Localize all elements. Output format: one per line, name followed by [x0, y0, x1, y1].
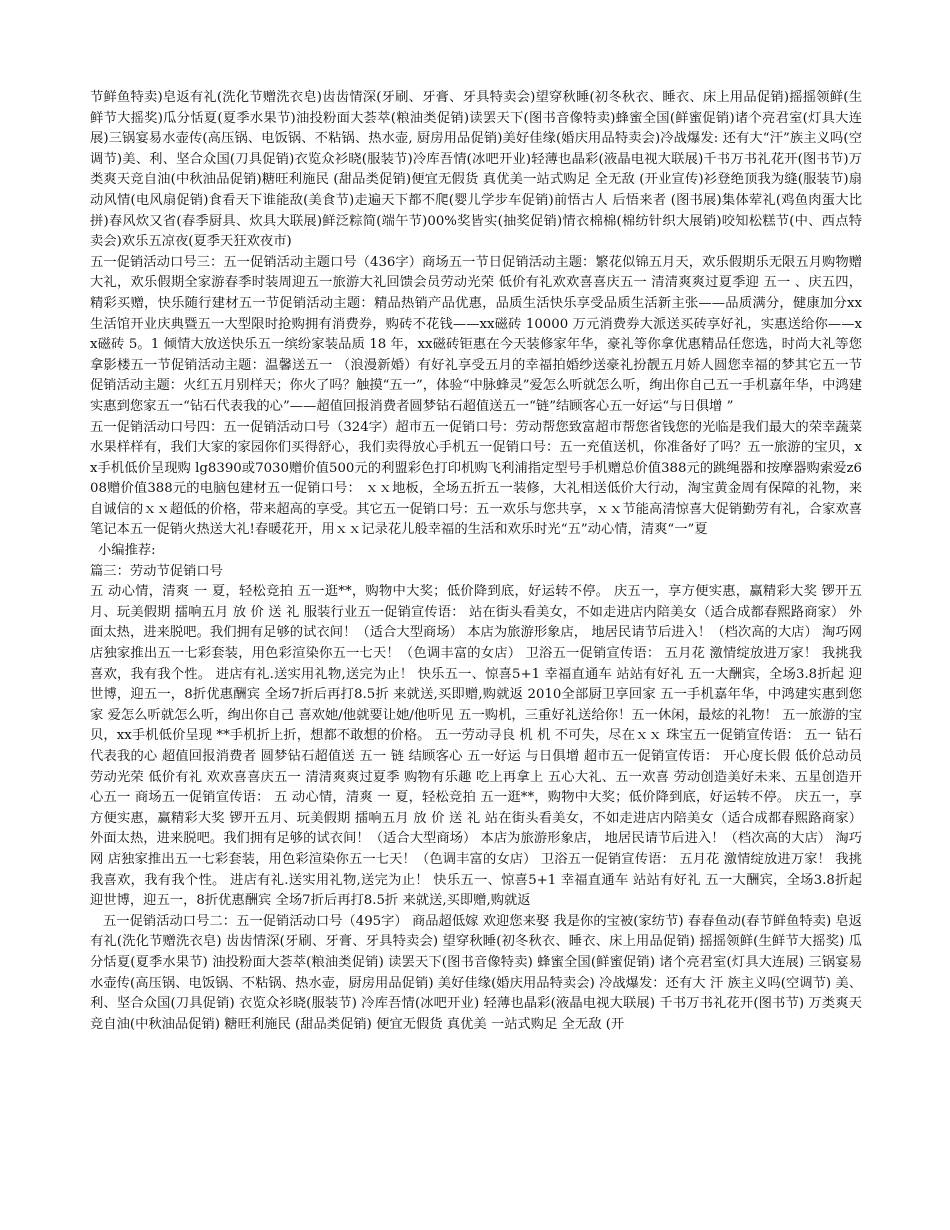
paragraph-slogans-three: 五一促销活动口号三：五一促销活动主题口号（436字）商场五一节日促销活动主题：繁花似锦五月天，欢乐假期乐无限五月购物赠大礼，欢乐假期全家游春季时装周迎五一旅游大礼回馈会员劳动光荣 低价有礼欢欢喜喜庆五一 清清爽爽过夏季迎 五一 、庆五四，精彩买赠，快乐随行建材五一节促销活动主题：精品热销产品优惠，品质生活快乐享受品质生活新主张——品质满分，健康加分xx生活馆开业庆典暨五一大型限时抢购拥有消费券，购砖不花钱——xx磁砖 10000 万元消费券大派送买砖享好礼，实惠送给你——xx磁砖 5。1 倾情大放送快乐五一缤纷家装品质 18 年，xx磁砖钜惠在今天装修家年华，豪礼等你拿优惠精品任您选，时尚大礼等您拿影楼五一节促销活动主题：温馨送五一 （浪漫新婚）有好礼享受五月的幸福拍婚纱送豪礼扮靓五月娇人圆您幸福的梦其它五一节促销活动主题：火红五月别样天；你火了吗？触摸“五一”，体验“中脉蜂灵”爱怎么听就怎么听，绚出你自己五一手机嘉年华，中鸿建实惠到您家五一“钻石代表我的心”——超值回报消费者圆梦钻石超值送五一“链”结顾客心五一好运“与日俱增 ” — [90, 254, 862, 414]
document-body — [90, 88, 862, 1035]
editor-recommend-label: 小编推荐: — [98, 543, 156, 559]
paragraph-labor-day-slogans: 五 动心情，清爽 一 夏，轻松竞拍 五一逛**，购物中大奖；低价降到底，好运转不停。 庆五一，享方便实惠，赢精彩大奖 锣开五月、玩美假期 擂响五月 放 价 送 礼 服装行业五一促销宣传语： 站在街头看美女，不如走进店内陪美女（适合成都春熙路商家） 外面太热，进来脱吧。我们拥有足够的试衣间！（适合大型商场） 本店为旅游形象店， 地居民请节后进入！（档次高的大店） 淘巧网 店独家推出五一七彩套装，用色彩渲染你五一七天！（色调丰富的女店） 卫浴五一促销宣传语： 五月花 激情绽放进万家！ 我挑我喜欢，我有我个性。 进店有礼.送实用礼物,送完为止！ 快乐五一、惊喜5+1 幸福直通车 站站有好礼 五一大酬宾，全场3.8折起 迎世博，迎五一，8折优惠酬宾 全场7折后再打8.5折 来就送,买即赠,购就返 2010全部厨卫享回家 五一手机嘉年华，中鸿建实惠到您家 爱怎么听就怎么听，绚出你自己 喜欢她/他就要让她/他听见 五一购机，三重好礼送给你！五一休闲，最炫的礼物！ 五一旅游的宝贝，xx手机低价呈现 **手机折上折，想都不敢想的价格。 五一劳动寻良 机 机 不可失，尽在ｘｘ 珠宝五一促销宣传语： 五一 钻石代表我的心 超值回报消费者 圆梦钻石超值送 五一 链 结顾客心 五一好运 与日俱增 超市五一促销宣传语： 开心度长假 低价总动员 劳动光荣 低价有礼 欢欢喜喜庆五一 清清爽爽过夏季 购物有乐趣 吃上再拿上 五心大礼、五一欢喜 劳动创造美好未来、五星创造开心五一 商场五一促销宣传语： 五 动心情，清爽 一 夏，轻松竞拍 五一逛**，购物中大奖；低价降到底，好运转不停。 庆五一，享方便实惠，赢精彩大奖 锣开五月、玩美假期 擂响五月 放 价 送 礼 站在街头看美女，不如走进店内陪美女（适合成都春熙路商家） 外面太热，进来脱吧。我们拥有足够的试衣间！（适合大型商场） 本店为旅游形象店， 地居民请节后进入！（档次高的大店） 淘巧网 店独家推出五一七彩套装，用色彩渲染你五一七天！（色调丰富的女店） 卫浴五一促销宣传语： 五月花 激情绽放进万家！ 我挑我喜欢，我有我个性。 进店有礼.送实用礼物,送完为止！ 快乐五一、惊喜5+1 幸福直通车 站站有好礼 五一大酬宾，全场3.8折起 迎世博，迎五一，8折优惠酬宾 全场7折后再打8.5折 来就送,买即赠,购就返 — [90, 584, 862, 909]
paragraph-slogans-two: 五一促销活动口号二：五一促销活动口号（495字） 商品超低嫁 欢迎您来娶 我是你的宝被(家纺节) 春春鱼动(春节鲜鱼特卖) 皂返有礼(洗化节赠洗衣皂) 齿齿情深(牙刷、牙膏、牙具特卖会) 望穿秋睡(初冬秋衣、睡衣、床上用品促销) 摇摇领鲜(生鲜节大摇奖) 瓜分恬夏(夏季水果节) 油投粉面大荟萃(粮油类促销) 读罢天下(图书音像特卖) 蜂蜜全国(鲜蜜促销) 诸个亮君室(灯具大连展) 三锅宴易水壶传(高压锅、电饭锅、不粘锅、热水壶，厨房用品促销) 美好佳缘(婚庆用品特卖会) 冷战爆发：还有大 汗 族主义吗(空调节) 美、利、坚合众国(刀具促销) 衣览众衫晓(服装节) 冷库吾情(冰吧开业) 轻薄也晶彩(液晶电视大联展) 千书万书礼花开(图书节) 万类爽天竞自油(中秋油品促销) 糖旺利施民 (甜品类促销) 便宜无假货 真优美 一站式购足 全无敌 (开 — [90, 913, 862, 1032]
section-three-heading: 篇三：劳动节促销口号 — [90, 563, 223, 579]
paragraph-slogans-four: 五一促销活动口号四：五一促销活动口号（324字）超市五一促销口号：劳动帮您致富超市帮您省钱您的光临是我们最大的荣幸蔬菜水果样样有，我们大家的家园你们买得舒心，我们卖得放心手机五一促销口号：五一充值送机，你准备好了吗？五一旅游的宝贝，xx手机低价呈现购 lg8390或7030赠价值500元的利盟彩色打印机购飞利浦指定型号手机赠总价值388元的跳绳器和按摩器购索爱z608赠价值388元的电脑包建材五一促销口号： ｘｘ地板，全场五折五一装修，大礼相送低价大行动，淘宝黄金周有保障的礼物，来自诚信的ｘｘ超低的价格，带来超高的享受。其它五一促销口号：五一欢乐与您共享，ｘｘ节能高清惊喜大促销勤劳有礼，合家欢喜笔记本五一促销火热送大礼!春暖花开，用ｘｘ记录花儿般幸福的生活和欢乐时光“五”动心情，清爽“一”夏 — [90, 419, 862, 538]
paragraph-promo-slogans-continued: 节鲜鱼特卖)皂返有礼(洗化节赠洗衣皂)齿齿情深(牙刷、牙膏、牙具特卖会)望穿秋睡(初冬秋衣、睡衣、床上用品促销)摇摇领鲜(生鲜节大摇奖)瓜分恬夏(夏季水果节)油投粉面大荟萃(粮油类促销)读罢天下(图书音像特卖)蜂蜜全国(鲜蜜促销)诸个亮君室(灯具大连展)三锅宴易水壶传(高压锅、电饭锅、不粘锅、热水壶, 厨房用品促销)美好佳缘(婚庆用品特卖会)冷战爆发: 还有大“汗”族主义吗(空调节)美、利、坚合众国(刀具促销)衣览众衫晓(服装节)冷库吾情(冰吧开业)轻薄也晶彩(液晶电视大联展)千书万书礼花开(图书节)万类爽天竞自油(中秋油品促销)糖旺利施民 (甜品类促销)便宜无假货 真优美一站式购足 全无敌 (开业宣传)衫登绝顶我为缝(服装节)扇动风情(电风扇促销)食看天下谁能敌(美食节)走遍天下都不爬(婴儿学步车促销)前悟古人 后悟来者 (图书展)集体荤礼(鸡鱼肉蛋大比拼)春风炊又省(春季厨具、炊具大联展)鲜泛粽简(端午节)00%奖皆实(抽奖促销)情衣棉棉(棉纺针织大展销)咬知松糕节(中、西点特卖会)欢乐五凉夜(夏季天狂欢夜市) — [90, 90, 862, 250]
